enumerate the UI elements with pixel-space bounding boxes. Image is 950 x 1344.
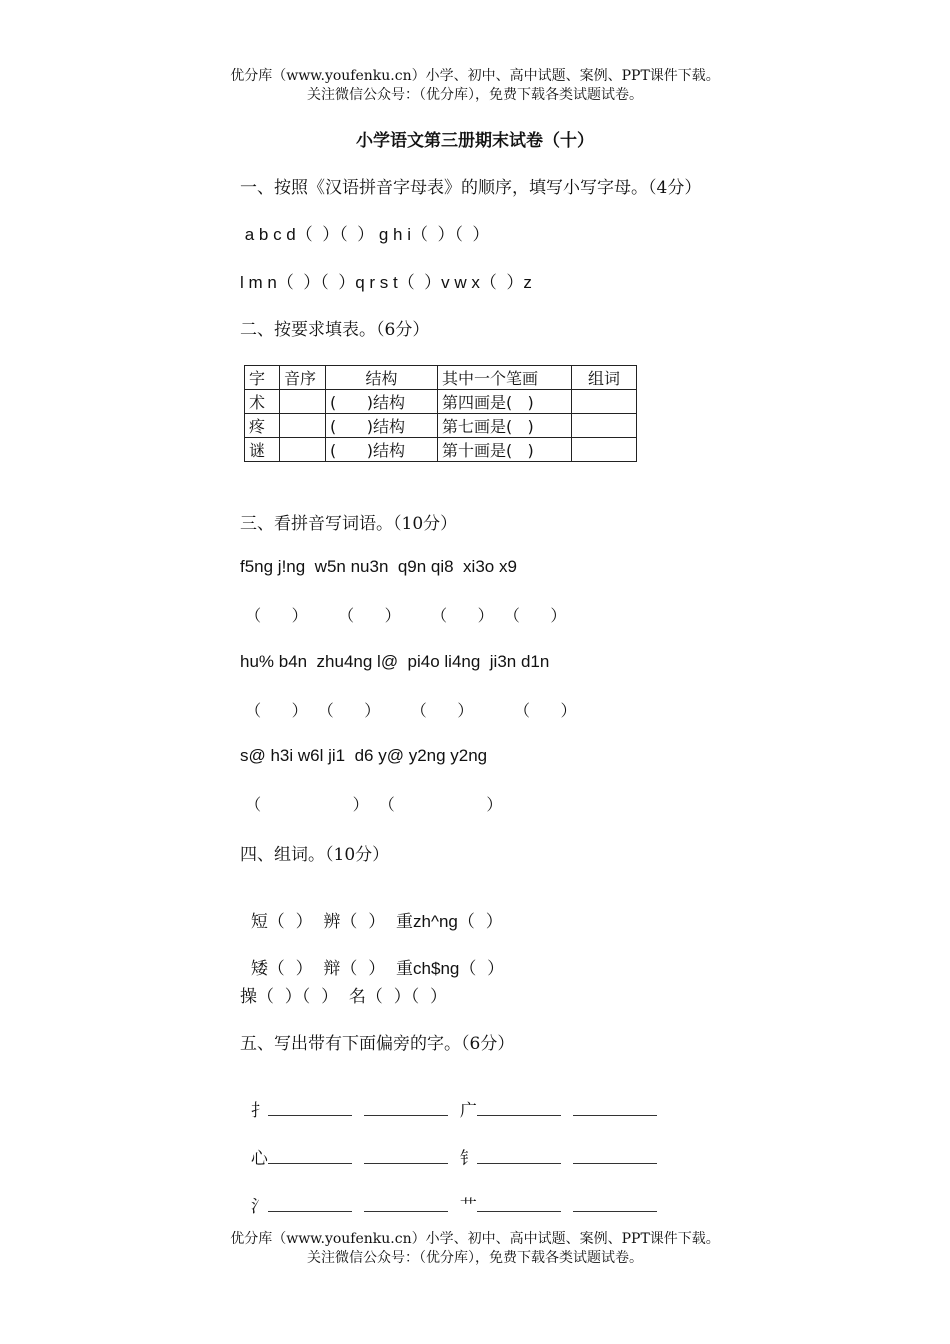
q3-blanks-1[interactable]: （ ） （ ） （ ） （ ） xyxy=(240,606,567,625)
radical-label: 氵 xyxy=(250,1197,268,1217)
table-cell[interactable] xyxy=(572,414,637,438)
table-row xyxy=(245,390,637,414)
table-header-cell: 音序 xyxy=(280,366,326,390)
table-cell[interactable] xyxy=(280,414,326,438)
q5-heading: 五、写出带有下面偏旁的字。（6分） xyxy=(240,1034,515,1054)
header-line-1: 优分库（www.youfenku.cn）小学、初中、高中试题、案例、PPT课件下载。 xyxy=(230,68,720,84)
answer-blank[interactable] xyxy=(268,1195,352,1212)
q5-row-1 xyxy=(240,1076,657,1121)
header-line-2: 关注微信公众号：（优分库），免费下载各类试题试卷。 xyxy=(307,87,643,103)
q2-table xyxy=(244,365,637,462)
table-row xyxy=(245,438,637,462)
q4-row-2-chars[interactable]: 矮（ ） 辩（ ） 重 xyxy=(250,959,414,979)
table-cell[interactable]: ( )结构 xyxy=(326,414,438,438)
table-cell[interactable] xyxy=(280,438,326,462)
footer-line-2: 关注微信公众号：（优分库），免费下载各类试题试卷。 xyxy=(307,1250,643,1266)
answer-blank[interactable] xyxy=(573,1195,657,1212)
q3-heading: 三、看拼音写词语。（10分） xyxy=(240,514,458,534)
q4-row-2-blank[interactable]: （ ） xyxy=(459,959,505,979)
answer-blank[interactable] xyxy=(268,1099,352,1116)
answer-blank[interactable] xyxy=(364,1099,448,1116)
radical-label: 心 xyxy=(250,1149,268,1169)
table-row xyxy=(245,414,637,438)
answer-blank[interactable] xyxy=(364,1195,448,1212)
q1-row-1: a b c d（ ）（ ） g h i（ ）（ ） xyxy=(240,225,490,244)
answer-blank[interactable] xyxy=(573,1147,657,1164)
q4-row-1-chars[interactable]: 短（ ） 辨（ ） 重 xyxy=(250,912,414,932)
table-cell[interactable] xyxy=(572,438,637,462)
q2-heading: 二、按要求填表。（6分） xyxy=(240,320,430,340)
table-cell[interactable] xyxy=(280,390,326,414)
table-header-cell: 其中一个笔画 xyxy=(438,366,572,390)
q4-row-2-pinyin: ch$ng xyxy=(413,959,460,978)
answer-blank[interactable] xyxy=(364,1147,448,1164)
q3-blanks-3[interactable]: （ ） （ ） xyxy=(240,795,503,814)
q4-row-3[interactable]: 操（ ）（ ） 名（ ）（ ） xyxy=(240,987,448,1007)
table-cell[interactable]: 第十画是( ) xyxy=(438,438,572,462)
answer-blank[interactable] xyxy=(477,1195,561,1212)
q4-row-1-pinyin: zh^ng xyxy=(413,912,458,931)
q3-blanks-2[interactable]: （ ） （ ） （ ） （ ） xyxy=(240,701,577,720)
q4-row-1-blank[interactable]: （ ） xyxy=(457,912,503,932)
radical-label: 钅 xyxy=(459,1149,477,1169)
answer-blank[interactable] xyxy=(477,1099,561,1116)
answer-blank[interactable] xyxy=(268,1147,352,1164)
table-header-cell: 结构 xyxy=(326,366,438,390)
table-cell: 谜 xyxy=(245,438,280,462)
table-cell[interactable] xyxy=(572,390,637,414)
table-cell: 术 xyxy=(245,390,280,414)
q5-row-3 xyxy=(240,1172,657,1217)
table-cell: 疼 xyxy=(245,414,280,438)
table-cell[interactable]: ( )结构 xyxy=(326,390,438,414)
radical-label: 扌 xyxy=(250,1101,268,1121)
table-cell[interactable]: 第四画是( ) xyxy=(438,390,572,414)
q4-row-1 xyxy=(240,887,503,932)
footer-line-1: 优分库（www.youfenku.cn）小学、初中、高中试题、案例、PPT课件下载。 xyxy=(230,1231,720,1247)
radical-label: 艹 xyxy=(459,1197,477,1217)
q5-row-2 xyxy=(240,1124,657,1169)
table-cell[interactable]: ( )结构 xyxy=(326,438,438,462)
q1-heading: 一、按照《汉语拼音字母表》的顺序，填写小写字母。（4分） xyxy=(240,178,702,198)
radical-label: 广 xyxy=(459,1101,477,1121)
q3-pinyin-3: s@ h3i w6l ji1 d6 y@ y2ng y2ng xyxy=(240,746,488,765)
page-title: 小学语文第三册期末试卷（十） xyxy=(356,131,594,151)
answer-blank[interactable] xyxy=(573,1099,657,1116)
table-header-cell: 组词 xyxy=(572,366,637,390)
q1-row-2: l m n（ ）（ ）q r s t（ ）v w x（ ）z xyxy=(240,273,532,292)
q3-pinyin-2: hu% b4n zhu4ng l@ pi4o li4ng ji3n d1n xyxy=(240,652,550,671)
q4-heading: 四、组词。（10分） xyxy=(240,845,390,865)
q3-pinyin-1: f5ng j!ng w5n nu3n q9n qi8 xi3o x9 xyxy=(240,557,517,576)
table-header-row xyxy=(245,366,637,390)
q4-row-2 xyxy=(240,934,504,979)
table-header-cell: 字 xyxy=(245,366,280,390)
table-cell[interactable]: 第七画是( ) xyxy=(438,414,572,438)
answer-blank[interactable] xyxy=(477,1147,561,1164)
